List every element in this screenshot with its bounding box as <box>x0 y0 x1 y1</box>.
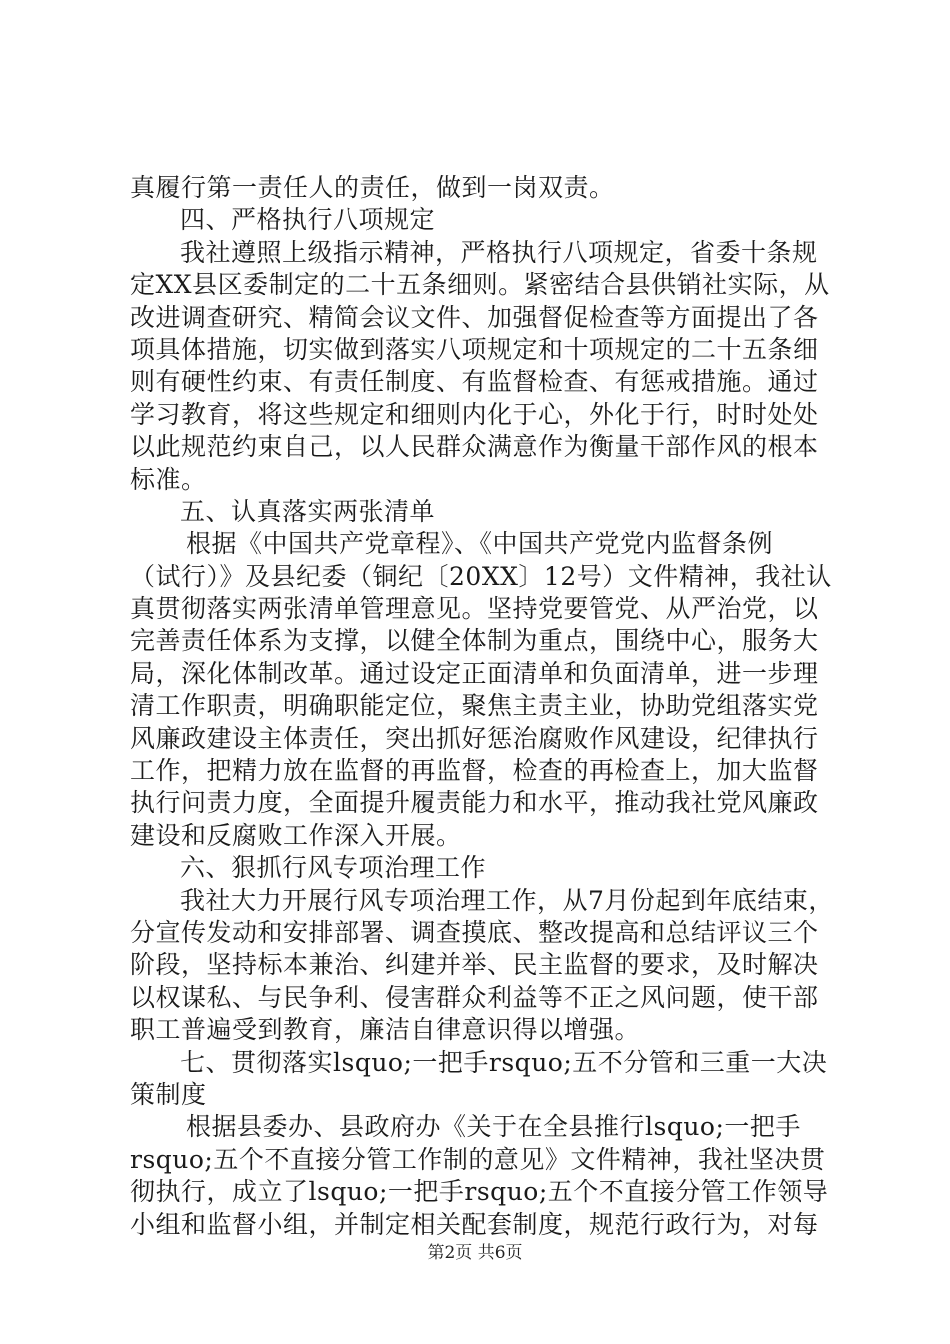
paragraph-line: 工作，把精力放在监督的再监督，检查的再检查上，加大监督 <box>130 756 819 786</box>
paragraph-line: 风廉政建设主体责任，突出抓好惩治腐败作风建设，纪律执行 <box>130 723 819 753</box>
paragraph-line: 建设和反腐败工作深入开展。 <box>130 820 462 850</box>
paragraph-line: rsquo;五个不直接分管工作制的意见》文件精神，我社坚决贯 <box>130 1144 826 1174</box>
paragraph-line: 职工普遍受到教育，廉洁自律意识得以增强。 <box>130 1015 641 1045</box>
paragraph-line: 真履行第一责任人的责任，做到一岗双责。 <box>130 173 615 202</box>
paragraph-line: 小组和监督小组，并制定相关配套制度，规范行政行为，对每 <box>130 1209 819 1239</box>
paragraph-line: 定XX县区委制定的二十五条细则。紧密结合县供销社实际，从 <box>130 270 830 300</box>
paragraph-line: 根据《中国共产党章程》、《中国共产党党内监督条例 <box>186 529 774 559</box>
page-number-footer: 第2页 共6页 <box>427 1243 523 1263</box>
paragraph-line: 项具体措施，切实做到落实八项规定和十项规定的二十五条细 <box>130 334 819 364</box>
section-heading-7: 七、贯彻落实lsquo;一把手rsquo;五不分管和三重一大决 <box>180 1047 828 1077</box>
paragraph-line: （试行）》及县纪委（铜纪〔20XX〕12号）文件精神，我社认 <box>130 561 832 591</box>
section-heading-6: 六、狠抓行风专项治理工作 <box>180 853 487 883</box>
paragraph-line: 阶段，坚持标本兼治、纠建并举、民主监督的要求，及时解决 <box>130 950 819 980</box>
section-heading-4: 四、严格执行八项规定 <box>180 205 436 235</box>
document-body <box>130 172 834 1241</box>
paragraph-line: 标准。 <box>130 464 207 494</box>
paragraph-line: 根据县委办、县政府办《关于在全县推行lsquo;一把手 <box>186 1112 801 1142</box>
paragraph-line: 执行问责力度，全面提升履责能力和水平，推动我社党风廉政 <box>130 788 819 818</box>
paragraph-line: 分宣传发动和安排部署、调查摸底、整改提高和总结评议三个 <box>130 917 819 947</box>
section-heading-7-continued: 策制度 <box>130 1079 207 1109</box>
paragraph-line: 以此规范约束自己，以人民群众满意作为衡量干部作风的根本 <box>130 432 819 462</box>
section-heading-5: 五、认真落实两张清单 <box>180 496 436 526</box>
paragraph-line: 我社遵照上级指示精神，严格执行八项规定，省委十条规 <box>180 237 818 267</box>
paragraph-line: 清工作职责，明确职能定位，聚焦主责主业，协助党组落实党 <box>130 691 819 721</box>
paragraph-line: 真贯彻落实两张清单管理意见。坚持党要管党、从严治党，以 <box>130 594 819 624</box>
paragraph-line: 改进调查研究、精简会议文件、加强督促检查等方面提出了各 <box>130 302 819 332</box>
paragraph-line: 学习教育，将这些规定和细则内化于心，外化于行，时时处处 <box>130 399 819 429</box>
paragraph-line: 完善责任体系为支撑，以健全体制为重点，围绕中心，服务大 <box>130 626 819 656</box>
paragraph-line: 彻执行，成立了lsquo;一把手rsquo;五个不直接分管工作领导 <box>130 1177 829 1207</box>
paragraph-line: 局，深化体制改革。通过设定正面清单和负面清单，进一步理 <box>130 658 819 688</box>
paragraph-line: 则有硬性约束、有责任制度、有监督检查、有惩戒措施。通过 <box>130 367 819 397</box>
paragraph-line: 我社大力开展行风专项治理工作，从7月份起到年底结束， <box>180 885 834 915</box>
paragraph-line: 以权谋私、与民争利、侵害群众利益等不正之风问题，使干部 <box>130 982 819 1012</box>
